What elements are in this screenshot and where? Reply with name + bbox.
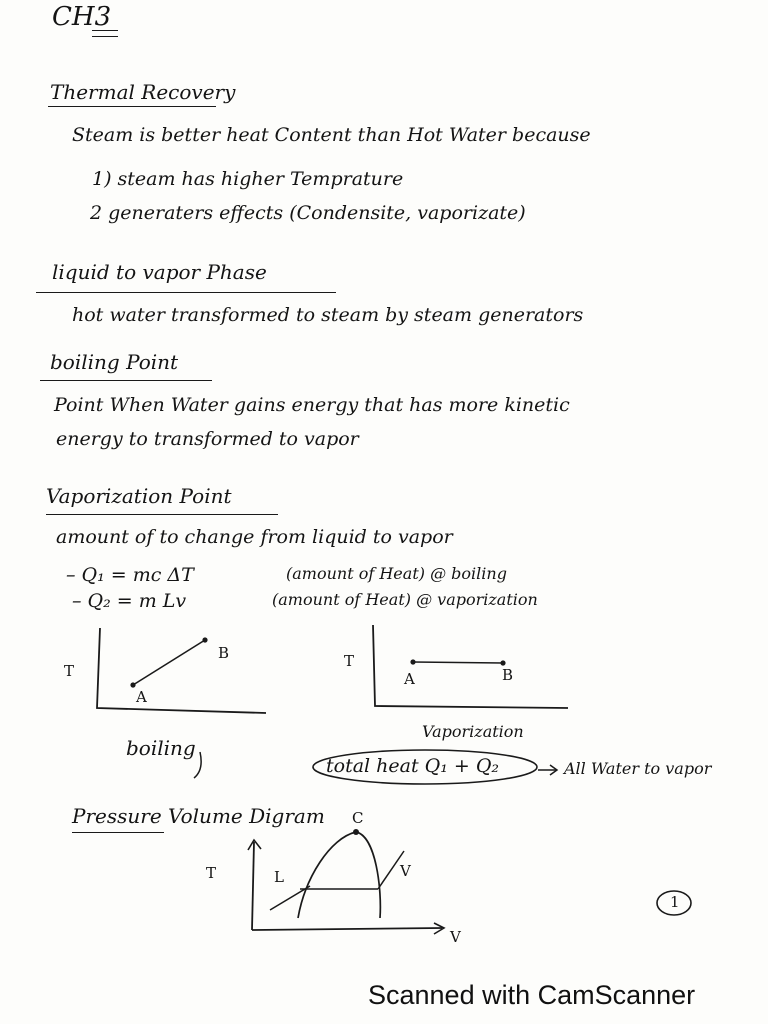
total-heat-result: All Water to vapor	[564, 759, 712, 778]
vapor-graph-point-a: A	[404, 670, 415, 688]
boiling-point-a-dot	[130, 682, 135, 687]
boiling-point-b-dot	[202, 637, 207, 642]
vaporization-point-heading: Vaporization Point	[46, 484, 232, 508]
boiling-graph-caption: boiling	[126, 736, 196, 760]
vapor-graph-line	[413, 662, 503, 663]
equation-q1: – Q₁ = mc ΔT	[66, 564, 194, 586]
vapor-point-b-dot	[500, 660, 505, 665]
boiling-graph-point-b: B	[218, 644, 230, 662]
thermal-intro-text: Steam is better heat Content than Hot Water because	[72, 124, 591, 146]
pv-vapor-label: V	[400, 862, 411, 880]
boiling-point-heading: boiling Point	[50, 350, 179, 374]
pv-dome-curve	[298, 832, 380, 918]
vapor-graph-point-b: B	[502, 666, 514, 684]
boiling-graph-axes	[97, 628, 266, 713]
vapor-graph-caption: Vaporization	[422, 722, 524, 741]
vapor-graph-axes	[373, 625, 568, 708]
pv-liquid-label: L	[274, 868, 284, 886]
total-heat-text: total heat Q₁ + Q₂	[326, 755, 500, 777]
thermal-point-1: 1) steam has higher Temprature	[92, 168, 404, 190]
pv-y-label: T	[206, 864, 217, 882]
pv-critical-label: C	[352, 809, 364, 827]
boiling-point-line-2: energy to transformed to vapor	[56, 428, 359, 450]
page-number: 1	[670, 893, 680, 911]
thermal-recovery-heading: Thermal Recovery	[50, 80, 236, 104]
liquid-vapor-heading: liquid to vapor Phase	[52, 260, 267, 284]
pv-x-label: V	[450, 928, 461, 946]
vaporization-line-1: amount of to change from liquid to vapor	[56, 526, 453, 548]
boiling-graph-line	[133, 640, 205, 685]
camscanner-watermark: Scanned with CamScanner	[368, 980, 696, 1010]
boiling-graph-y-label: T	[64, 662, 75, 680]
equation-q1-note: (amount of Heat) @ boiling	[286, 564, 507, 583]
pv-diagram-underline	[72, 832, 164, 833]
vapor-point-a-dot	[410, 659, 415, 664]
equation-q2: – Q₂ = m Lv	[72, 590, 187, 612]
equation-q2-note: (amount of Heat) @ vaporization	[272, 590, 538, 609]
page-title: CH3	[52, 2, 112, 32]
pv-x-axis	[252, 928, 442, 930]
boiling-graph-point-a: A	[136, 688, 147, 706]
boiling-point-line-1: Point When Water gains energy that has more kinetic	[54, 394, 570, 416]
pv-critical-point-dot	[353, 829, 359, 835]
thermal-point-2: 2 generaters effects (Condensite, vaporizate)	[90, 202, 526, 224]
pv-diagram-heading: Pressure Volume Digram	[72, 804, 325, 828]
vapor-graph-y-label: T	[344, 652, 355, 670]
pv-y-axis	[252, 842, 254, 930]
liquid-vapor-text: hot water transformed to steam by steam generators	[72, 304, 584, 326]
